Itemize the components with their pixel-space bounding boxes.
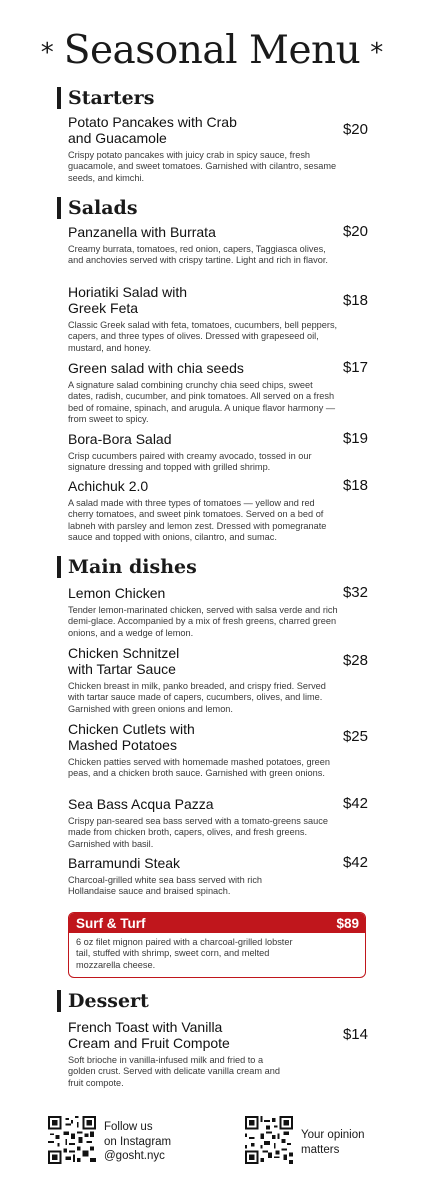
- star-icon: *: [40, 38, 54, 68]
- item-name: Achichuk 2.0: [68, 478, 149, 494]
- item-description: Crispy pan-seared sea bass served with a tomato-greens sauce made from chicken broth, capers, olives, and fresh greens. Garnished with basil.: [68, 816, 328, 849]
- item-name: Green salad with chia seeds: [68, 360, 244, 376]
- item-price: $18: [342, 292, 368, 309]
- item-name: Sea Bass Acqua Pazza: [68, 796, 214, 812]
- section-bar: [57, 556, 61, 578]
- item-description: A salad made with three types of tomatoes — yellow and red cherry tomatoes, and sweet pink tomatoes. Served on a bed of labneh with parsley and lemon zest. Dressed with pomegranate sauce and topped with onions, cilantro, and sumac.: [68, 498, 327, 542]
- item-name: Horiatiki Salad with Greek Feta: [68, 284, 188, 316]
- item-name: Chicken Schnitzel with Tartar Sauce: [68, 645, 180, 677]
- item-price: $42: [342, 795, 368, 812]
- item-description: A signature salad combining crunchy chia seed chips, sweet dates, radish, cucumber, and pink tomatoes. All served on a fresh bed of romaine, spinach, and arugula. A unique flavor harmony — from sweet to spicy.: [68, 380, 336, 424]
- special-description: 6 oz filet mignon paired with a charcoal-grilled lobster tail, stuffed with shrimp, sweet corn, and melted mozzarella cheese.: [76, 937, 293, 970]
- menu-item-panzanella: [68, 224, 378, 267]
- menu-item-chicken-schnitzel: [68, 645, 378, 715]
- special-header: [69, 913, 365, 933]
- item-price: $20: [342, 223, 368, 240]
- item-name: Panzanella with Burrata: [68, 224, 216, 240]
- item-price: $18: [342, 477, 368, 494]
- page-title: Seasonal Menu: [63, 27, 361, 73]
- instagram-handle[interactable]: @gosht.nyc: [104, 1150, 165, 1162]
- section-bar: [57, 197, 61, 219]
- item-description: Charcoal-grilled white sea bass served with rich Hollandaise sauce and braised spinach.: [68, 875, 263, 897]
- item-price: $28: [342, 652, 368, 669]
- section-title: Salads: [68, 197, 138, 219]
- instagram-qr-code-icon[interactable]: [48, 1116, 96, 1164]
- item-description: Soft brioche in vanilla-infused milk and fried to a golden crust. Served with delicate vanilla cream and fruit compote.: [68, 1055, 280, 1088]
- menu-item-barramundi: [68, 855, 378, 898]
- menu-item-bora-bora: [68, 431, 378, 474]
- feedback-line: Your opinion: [301, 1129, 365, 1141]
- menu-item-achichuk: [68, 478, 378, 543]
- item-price: $25: [342, 728, 368, 745]
- item-price: $32: [342, 584, 368, 601]
- item-description: Chicken patties served with homemade mashed potatoes, green peas, and a chicken broth sauce. Garnished with green onions.: [68, 757, 330, 779]
- menu-item-chicken-cutlets: [68, 721, 378, 780]
- item-price: $20: [342, 121, 368, 138]
- item-name: Chicken Cutlets with Mashed Potatoes: [68, 721, 195, 753]
- instagram-line: on Instagram: [104, 1135, 172, 1148]
- menu-item-french-toast: [68, 1019, 378, 1089]
- feedback-qr-code-icon[interactable]: [245, 1116, 293, 1164]
- item-description: Crispy potato pancakes with juicy crab in spicy sauce, fresh guacamole, and sweet tomatoes. Garnished with cilantro, sesame seeds, and kimchi.: [68, 150, 337, 183]
- section-dessert: [57, 988, 377, 1014]
- item-description: Classic Greek salad with feta, tomatoes, cucumbers, bell peppers, capers, and three types of olives. Dressed with grapeseed oil, mustard, and honey.: [68, 320, 338, 353]
- item-price: $17: [342, 359, 368, 376]
- item-price: $42: [342, 854, 368, 871]
- item-name: Barramundi Steak: [68, 855, 181, 871]
- instagram-follow-text: [104, 1120, 171, 1164]
- item-name: French Toast with Vanilla Cream and Fruit Compote: [68, 1019, 230, 1051]
- star-icon: *: [370, 38, 384, 68]
- feedback-line: matters: [301, 1143, 340, 1156]
- section-title: Starters: [68, 87, 155, 109]
- section-title: Dessert: [68, 990, 149, 1012]
- item-description: Crisp cucumbers paired with creamy avocado, tossed in our signature dressing and topped with grilled shrimp.: [68, 451, 312, 473]
- section-main-dishes: [57, 554, 377, 580]
- item-name: Bora-Bora Salad: [68, 431, 172, 447]
- menu-item-chia-salad: [68, 360, 378, 425]
- section-salads: [57, 195, 377, 221]
- special-name: Surf & Turf: [76, 915, 146, 931]
- section-bar: [57, 87, 61, 109]
- special-price: $89: [336, 915, 359, 931]
- menu-item-potato-pancakes: [68, 114, 378, 184]
- section-title: Main dishes: [68, 556, 197, 578]
- menu-item-horiatiki: [68, 284, 378, 354]
- item-description: Creamy burrata, tomatoes, red onion, capers, Taggiasca olives, and anchovies served with crispy tartine. Light and rich in flavor.: [68, 244, 328, 266]
- menu-item-sea-bass: [68, 796, 378, 850]
- feedback-text: [301, 1128, 365, 1157]
- item-price: $14: [342, 1026, 368, 1043]
- item-name: Lemon Chicken: [68, 585, 166, 601]
- item-name: Potato Pancakes with Crab and Guacamole: [68, 114, 237, 146]
- section-starters: [57, 85, 377, 111]
- menu-header: [0, 22, 424, 78]
- item-description: Chicken breast in milk, panko breaded, and crispy fried. Served with tartar sauce made of capers, cucumbers, olives, and lime. Garnished with green onions and lemon.: [68, 681, 326, 714]
- menu-item-lemon-chicken: [68, 585, 378, 639]
- item-price: $19: [342, 430, 368, 447]
- special-surf-and-turf: [68, 912, 366, 978]
- section-bar: [57, 990, 61, 1012]
- instagram-line: Follow us: [104, 1121, 153, 1133]
- item-description: Tender lemon-marinated chicken, served with salsa verde and rich demi-glace. Accompanied by a mix of fresh greens, charred green onions, and a wedge of lemon.: [68, 605, 338, 638]
